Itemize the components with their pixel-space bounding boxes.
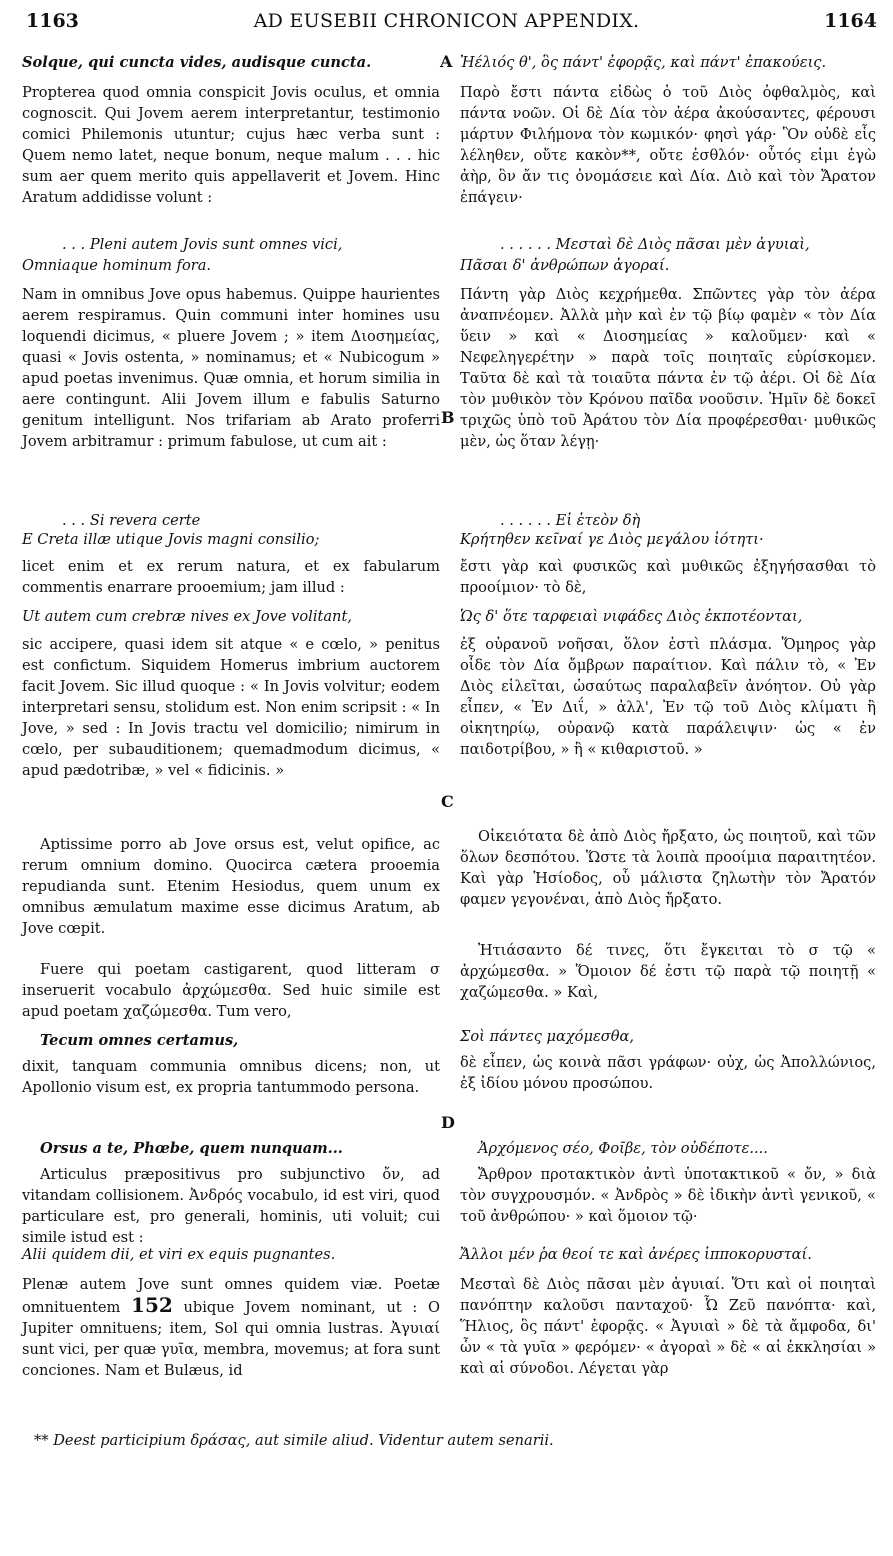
greek-verse-3a: . . . . . . Εἰ ἐτεὸν δὴ bbox=[500, 512, 641, 529]
latin-paragraph-3: licet enim et ex rerum natura, et ex fabularum commentis enarrare prooemium; jam illud : bbox=[22, 558, 440, 596]
greek-paragraph-6: Ἠτιάσαντο δέ τινες, ὅτι ἔγκειται τὸ σ τῷ « ἀρχώμεσθα. » Ὅμοιον δέ ἐστι τῷ παρὰ τῷ ποιητῇ « χαζώμεσθα. » Καὶ, bbox=[460, 942, 876, 1001]
latin-verse-2a: . . . Pleni autem Jovis sunt omnes vici, bbox=[62, 236, 343, 253]
greek-verse-4: Ὡς δ' ὅτε ταρφειαὶ νιφάδες Διὸς ἐκποτέονται, bbox=[460, 608, 803, 625]
section-marker-b: B bbox=[441, 408, 455, 427]
page-header bbox=[0, 10, 893, 36]
latin-paragraph-9-end: ubique Jovem nominant, ut : O Jupiter omnituens; item, Sol qui omnia lustras. Ἀγυιαί sunt vici, per quæ γυῖα, membra, movemus; at fora sunt conciones. Nam et Bulæus, id bbox=[22, 1299, 440, 1379]
greek-verse-2a: . . . . . . Μεσταὶ δὲ Διὸς πᾶσαι μὲν ἀγυιαὶ, bbox=[500, 236, 810, 253]
latin-paragraph-7: dixit, tanquam communia omnibus dicens; non, ut Apollonio visum est, ex propria tantummodo persona. bbox=[22, 1058, 440, 1096]
greek-verse-3b: Κρήτηθεν κεῖναί γε Διὸς μεγάλου ἰότητι· bbox=[460, 531, 764, 548]
footnote: ** Deest participium δράσας, aut simile aliud. Videntur autem senarii. bbox=[34, 1432, 554, 1449]
section-marker-a: A bbox=[440, 52, 453, 71]
greek-verse-2b: Πᾶσαι δ' ἀνθρώπων ἀγοραί. bbox=[460, 257, 670, 274]
latin-verse-3b: E Creta illæ utique Jovis magni consilio; bbox=[22, 531, 320, 548]
greek-paragraph-5: Οἰκειότατα δὲ ἀπὸ Διὸς ἤρξατο, ὡς ποιητοῦ, καὶ τῶν ὅλων δεσπότου. Ὥστε τὰ λοιπὰ προοίμια παραιτητέον. Καὶ γὰρ Ἡσίοδος, οὗ μάλιστα ζηλωτὴν τὸν Ἄρατόν φαμεν γεγονέναι, ἀπὸ Διὸς ἤρξατο. bbox=[460, 828, 876, 908]
latin-paragraph-1: Propterea quod omnia conspicit Jovis oculus, et omnia cognoscit. Qui Jovem aerem interpretantur, testimonio comici Philemonis utuntur; cujus hæc verba sunt : Quem nemo latet, neque bonum, neque malum . . . hic sum aer quem merito quis appellaverit et Jovem. Hinc Aratum addidisse volunt : bbox=[22, 84, 440, 206]
latin-verse-4: Ut autem cum crebræ nives ex Jove volitant, bbox=[22, 608, 352, 625]
greek-paragraph-8: Ἄρθρον προτακτικὸν ἀντὶ ὑποτακτικοῦ « ὄν, » διὰ τὸν συγχρουσμόν. « Ἀνδρὸς » δὲ ἰδικὴν ἀντὶ γενικοῦ, « τοῦ ἀνθρώπου· » καὶ ὅμοιον τῷ· bbox=[460, 1166, 876, 1225]
latin-paragraph-5: Aptissime porro ab Jove orsus est, velut opifice, ac rerum omnium domino. Quocirca cætera prooemia repudianda sunt. Etenim Hesiodus, quem unum ex omnibus æmulatum maxime esse dicimus Aratum, ab Jove cœpit. bbox=[22, 836, 440, 937]
running-title: AD EUSEBII CHRONICON APPENDIX. bbox=[253, 10, 640, 32]
greek-verse-1: Ἠέλιός θ', ὃς πάντ' ἐφορᾷς, καὶ πάντ' ἐπακούεις. bbox=[460, 54, 827, 71]
latin-paragraph-4: sic accipere, quasi idem sit atque « e cœlo, » penitus est confictum. Siquidem Homerus imbrium auctorem facit Jovem. Sic illud quoque : « In Jovis volvitur; eodem interpretari sensu, stolidum est. Non enim scripsit : « In Jove, » sed : In Jovis tractu vel domicilio; nimirum in cœlo, per subauditionem; quemadmodum dicimus, « apud pædotribæ, » vel « fidicinis. » bbox=[22, 636, 440, 779]
greek-paragraph-2: Πάντη γὰρ Διὸς κεχρήμεθα. Σπῶντες γὰρ τὸν ἀέρα ἀναπνέομεν. Ἀλλὰ μὴν καὶ ἐν τῷ βίῳ φαμὲν « τὸν Δία ὕειν » καὶ « Διοσημείας » καλοῦμεν· καὶ « Νεφεληγερέτην » παρὰ τοῖς ποιηταῖς εὑρίσκομεν. Ταῦτα δὲ καὶ τὰ τοιαῦτα πάντα ἐν τῷ ἀέρι. Οἱ δὲ Δία τὸν μυθικὸν τὸν Κρόνου παῖδα νοοῦσιν. Ἡμῖν δὲ δοκεῖ τριχῶς ὑπὸ τοῦ Ἀράτου τὸν Δία προφέρεσθαι· μυθικῶς μὲν, ὡς ὅταν λέγῃ· bbox=[460, 286, 876, 450]
section-marker-d: D bbox=[441, 1113, 455, 1132]
greek-paragraph-1: Παρὸ ἔστι πάντα εἰδὼς ὁ τοῦ Διὸς ὀφθαλμὸς, καὶ πάντα νοῶν. Οἱ δὲ Δία τὸν ἀέρα ἀκούσαντες, φέρουσι μάρτυν Φιλήμονα τὸν κωμικόν· φησὶ γάρ· Ὃν οὐδὲ εἷς λέληθεν, οὔτε κακὸν**, οὔτε ἐσθλόν· οὗτός εἰμι ἐγὼ ἀὴρ, ὃν ἄν τις ὀνομάσειε καὶ Δία. Διὸ καὶ τὸν Ἄρατον ἐπάγειν· bbox=[460, 84, 876, 206]
latin-verse-1: Solque, qui cuncta vides, audisque cuncta. bbox=[22, 54, 372, 71]
latin-verse-7: Alii quidem dii, et viri ex equis pugnantes. bbox=[22, 1246, 336, 1263]
latin-verse-2b: Omniaque hominum fora. bbox=[22, 257, 212, 274]
greek-paragraph-3: ἔστι γὰρ καὶ φυσικῶς καὶ μυθικῶς ἐξηγήσασθαι τὸ προοίμιον· τὸ δὲ, bbox=[460, 558, 876, 596]
latin-paragraph-8: Articulus præpositivus pro subjunctivo ὄν, ad vitandam collisionem. Ἀνδρός vocabulo, id est viri, quod particulare est, pro generali, hominis, uti voluit; cui simile istud est : bbox=[22, 1166, 440, 1246]
latin-paragraph-2: Nam in omnibus Jove opus habemus. Quippe haurientes aerem respiramus. Quin communi inter homines usu loquendi dicimus, « pluere Jovem ; » item Διοσημείας, quasi « Jovis ostenta, » nominamus; et « Nubicogum » apud poetas invenimus. Quæ omnia, et horum similia in aere contingunt. Alii Jovem illum e fabulis Saturno genitum intelligunt. Nos trifariam ab Arato proferri Jovem arbitramur : primum fabulose, ut cum ait : bbox=[22, 286, 440, 450]
latin-paragraph-6: Fuere qui poetam castigarent, quod litteram σ inseruerit vocabulo ἀρχώμεσθα. Sed huic simile est apud poetam χαζώμεσθα. Tum vero, bbox=[22, 961, 440, 1020]
latin-verse-6: Orsus a te, Phœbe, quem nunquam... bbox=[40, 1140, 343, 1157]
section-marker-c: C bbox=[441, 792, 454, 811]
greek-paragraph-7: δὲ εἶπεν, ὡς κοινὰ πᾶσι γράφων· οὐχ, ὡς Ἀπολλώνιος, ἐξ ἰδίου μόνου προσώπου. bbox=[460, 1054, 876, 1092]
latin-verse-5: Tecum omnes certamus, bbox=[40, 1032, 239, 1049]
greek-paragraph-9: Μεσταὶ δὲ Διὸς πᾶσαι μὲν ἀγυιαί. Ὅτι καὶ οἱ ποιηταὶ πανόπτην καλοῦσι πανταχοῦ· Ὦ Ζεῦ πανόπτα· καὶ, Ἥλιος, ὃς πάντ' ἐφορᾷς. « Ἀγυιαὶ » δὲ τὰ ἄμφοδα, δι' ὧν « τὰ γυῖα » φερόμεν· « ἀγοραὶ » δὲ « αἱ ἐκκλησίαι » καὶ αἱ σύνοδοι. Λέγεται γὰρ bbox=[460, 1276, 876, 1377]
column-number: 152 bbox=[131, 1293, 173, 1317]
page-number-right: 1164 bbox=[824, 10, 877, 32]
greek-verse-6: Ἀρχόμενος σέο, Φοῖβε, τὸν οὐδέποτε.... bbox=[478, 1140, 768, 1157]
greek-paragraph-4: ἐξ οὐρανοῦ νοῆσαι, ὅλον ἐστὶ πλάσμα. Ὅμηρος γὰρ οἶδε τὸν Δία ὄμβρων παραίτιον. Καὶ πάλιν τὸ, « Ἐν Διὸς εἱλεῖται, ὡσαύτως παραλαβεῖν ἀνόητον. Οὐ γὰρ εἶπεν, « Ἐν Διΐ, » ἀλλ', Ἐν τῷ τοῦ Διὸς κλίματι ἢ οἰκητηρίῳ, οὐρανῷ κατὰ παράλειψιν· ὡς « ἐν παιδοτρίβου, » ἢ « κιθαριστοῦ. » bbox=[460, 636, 876, 758]
page-number-left: 1163 bbox=[26, 10, 79, 32]
latin-verse-3a: . . . Si revera certe bbox=[62, 512, 201, 529]
latin-paragraph-9 bbox=[22, 1274, 440, 1381]
greek-verse-5: Σοὶ πάντες μαχόμεσθα, bbox=[460, 1028, 635, 1045]
greek-verse-7: Ἄλλοι μέν ῥα θεοί τε καὶ ἀνέρες ἱπποκορυσταί. bbox=[460, 1246, 812, 1263]
latin-paragraph-9-start: Plenæ autem Jove sunt omnes quidem viæ. Poetæ omnituentem bbox=[22, 1276, 440, 1316]
